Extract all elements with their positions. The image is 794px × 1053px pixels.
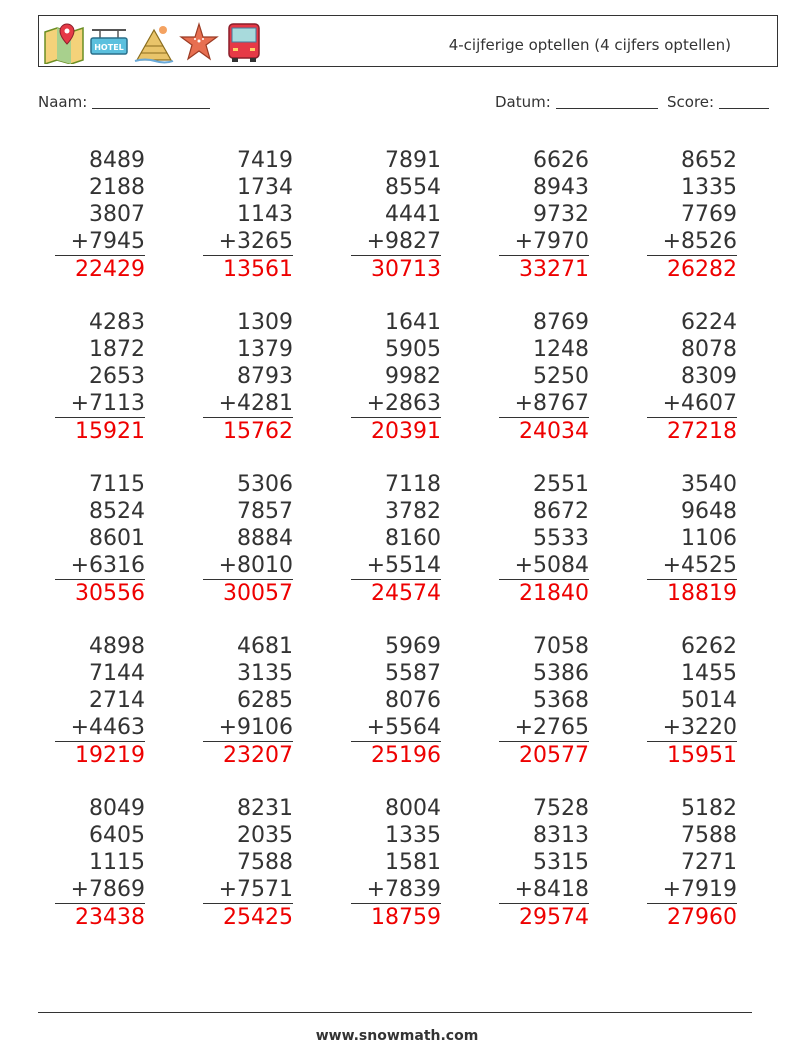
addition-problem [499, 309, 589, 445]
map-icon [43, 20, 85, 64]
date-label: Datum: [495, 93, 551, 111]
addend: 5014 [681, 688, 737, 713]
answer: 25425 [223, 905, 293, 930]
answer: 22429 [75, 257, 145, 282]
addition-problem [203, 471, 293, 607]
addend: 2035 [237, 823, 293, 848]
addend: 8943 [533, 175, 589, 200]
addend-with-plus: +8418 [499, 876, 589, 904]
addend: 5386 [533, 661, 589, 686]
name-label: Naam: [38, 93, 88, 111]
addend: 1106 [681, 526, 737, 551]
addend: 7058 [533, 634, 589, 659]
addition-problem [351, 309, 441, 445]
addend-with-plus: +8767 [499, 390, 589, 418]
answer: 23207 [223, 743, 293, 768]
addend-with-plus: +2863 [351, 390, 441, 418]
addend: 4441 [385, 202, 441, 227]
addend: 6626 [533, 148, 589, 173]
answer: 20577 [519, 743, 589, 768]
addend: 2551 [533, 472, 589, 497]
addition-problem [55, 471, 145, 607]
answer: 15951 [667, 743, 737, 768]
addend: 5315 [533, 850, 589, 875]
addend-with-plus: +5084 [499, 552, 589, 580]
addend: 3782 [385, 499, 441, 524]
answer: 25196 [371, 743, 441, 768]
answer: 23438 [75, 905, 145, 930]
addition-problem [351, 471, 441, 607]
addend-with-plus: +7839 [351, 876, 441, 904]
addend-with-plus: +7571 [203, 876, 293, 904]
addend: 8652 [681, 148, 737, 173]
addend: 8004 [385, 796, 441, 821]
addend: 8489 [89, 148, 145, 173]
addition-problem [203, 633, 293, 769]
addend: 8524 [89, 499, 145, 524]
addition-problem [351, 795, 441, 931]
addition-problem [55, 147, 145, 283]
addend: 6405 [89, 823, 145, 848]
bus-icon [223, 20, 265, 64]
addend: 7144 [89, 661, 145, 686]
addend: 7271 [681, 850, 737, 875]
addition-problem [351, 633, 441, 769]
addition-problem [55, 795, 145, 931]
addend: 5306 [237, 472, 293, 497]
addend: 2714 [89, 688, 145, 713]
score-label: Score: [667, 93, 715, 111]
date-blank[interactable] [556, 108, 658, 109]
answer: 33271 [519, 257, 589, 282]
addend-with-plus: +4281 [203, 390, 293, 418]
addend: 1581 [385, 850, 441, 875]
addition-problem [351, 147, 441, 283]
addition-problem [499, 147, 589, 283]
addend: 6262 [681, 634, 737, 659]
addition-problem [203, 147, 293, 283]
addend: 7419 [237, 148, 293, 173]
answer: 24034 [519, 419, 589, 444]
addend: 6224 [681, 310, 737, 335]
answer: 29574 [519, 905, 589, 930]
addend-with-plus: +9827 [351, 228, 441, 256]
answer: 19219 [75, 743, 145, 768]
addend: 7769 [681, 202, 737, 227]
addend: 3540 [681, 472, 737, 497]
footer-site: www.snowmath.com [315, 1028, 479, 1044]
addend: 8769 [533, 310, 589, 335]
addend: 8793 [237, 364, 293, 389]
addition-problem [647, 309, 737, 445]
addend: 8884 [237, 526, 293, 551]
header-icons [43, 20, 265, 64]
addend: 5250 [533, 364, 589, 389]
addend: 1309 [237, 310, 293, 335]
answer: 30556 [75, 581, 145, 606]
addition-problem [499, 633, 589, 769]
addend: 1641 [385, 310, 441, 335]
addition-problem [55, 633, 145, 769]
addend-with-plus: +3265 [203, 228, 293, 256]
addend-with-plus: +4463 [55, 714, 145, 742]
addend: 8076 [385, 688, 441, 713]
addend: 2188 [89, 175, 145, 200]
addition-problem [203, 795, 293, 931]
addition-problem [647, 147, 737, 283]
addend: 7588 [681, 823, 737, 848]
addend-with-plus: +7869 [55, 876, 145, 904]
answer: 26282 [667, 257, 737, 282]
addend: 1335 [681, 175, 737, 200]
addend-with-plus: +5514 [351, 552, 441, 580]
score-blank[interactable] [719, 108, 769, 109]
footer-rule [38, 1012, 752, 1013]
addend: 8309 [681, 364, 737, 389]
addend-with-plus: +2765 [499, 714, 589, 742]
addend: 9982 [385, 364, 441, 389]
header-box [38, 15, 778, 67]
addend: 5905 [385, 337, 441, 362]
addend-with-plus: +7113 [55, 390, 145, 418]
addend: 5182 [681, 796, 737, 821]
answer: 15762 [223, 419, 293, 444]
addend: 5969 [385, 634, 441, 659]
addend: 8231 [237, 796, 293, 821]
addition-problem [203, 309, 293, 445]
addend-with-plus: +9106 [203, 714, 293, 742]
score-field [667, 93, 769, 111]
addend: 9732 [533, 202, 589, 227]
answer: 21840 [519, 581, 589, 606]
addition-problem [499, 795, 589, 931]
answer: 15921 [75, 419, 145, 444]
addend-with-plus: +8526 [647, 228, 737, 256]
addend: 1115 [89, 850, 145, 875]
worksheet-title: 4-cijferige optellen (4 cijfers optellen) [448, 36, 731, 54]
name-field [38, 93, 210, 111]
addend: 1734 [237, 175, 293, 200]
starfish-icon [178, 20, 220, 64]
answer: 20391 [371, 419, 441, 444]
addend-with-plus: +7919 [647, 876, 737, 904]
addend: 1143 [237, 202, 293, 227]
hotel-sign-icon [88, 20, 130, 64]
addend-with-plus: +6316 [55, 552, 145, 580]
pyramid-icon [133, 20, 175, 64]
addend: 7857 [237, 499, 293, 524]
addend: 8672 [533, 499, 589, 524]
addend: 8160 [385, 526, 441, 551]
answer: 18759 [371, 905, 441, 930]
addend: 4681 [237, 634, 293, 659]
addend: 1455 [681, 661, 737, 686]
addend-with-plus: +7970 [499, 228, 589, 256]
addend: 2653 [89, 364, 145, 389]
addend-with-plus: +4607 [647, 390, 737, 418]
addend: 8554 [385, 175, 441, 200]
answer: 27960 [667, 905, 737, 930]
addend-with-plus: +5564 [351, 714, 441, 742]
addend: 1872 [89, 337, 145, 362]
addend: 1335 [385, 823, 441, 848]
addend: 7115 [89, 472, 145, 497]
answer: 27218 [667, 419, 737, 444]
addend: 3135 [237, 661, 293, 686]
addend: 4283 [89, 310, 145, 335]
answer: 13561 [223, 257, 293, 282]
date-field [495, 93, 658, 111]
addend: 7118 [385, 472, 441, 497]
addition-problem [499, 471, 589, 607]
addition-problem [647, 795, 737, 931]
addend: 7528 [533, 796, 589, 821]
addend: 9648 [681, 499, 737, 524]
addend: 1248 [533, 337, 589, 362]
addend: 8601 [89, 526, 145, 551]
addend: 1379 [237, 337, 293, 362]
addition-problem [647, 471, 737, 607]
addend: 7891 [385, 148, 441, 173]
addend: 5587 [385, 661, 441, 686]
addition-problem [647, 633, 737, 769]
addend: 5368 [533, 688, 589, 713]
svg-text:HOTEL: HOTEL [94, 43, 124, 52]
addend-with-plus: +4525 [647, 552, 737, 580]
addition-problem [55, 309, 145, 445]
addend-with-plus: +8010 [203, 552, 293, 580]
addend: 8049 [89, 796, 145, 821]
addend: 3807 [89, 202, 145, 227]
addend: 4898 [89, 634, 145, 659]
answer: 30713 [371, 257, 441, 282]
answer: 30057 [223, 581, 293, 606]
addend: 7588 [237, 850, 293, 875]
answer: 18819 [667, 581, 737, 606]
addend: 5533 [533, 526, 589, 551]
addend-with-plus: +7945 [55, 228, 145, 256]
answer: 24574 [371, 581, 441, 606]
addend: 8313 [533, 823, 589, 848]
addend: 6285 [237, 688, 293, 713]
addend: 8078 [681, 337, 737, 362]
addend-with-plus: +3220 [647, 714, 737, 742]
name-blank[interactable] [92, 108, 210, 109]
